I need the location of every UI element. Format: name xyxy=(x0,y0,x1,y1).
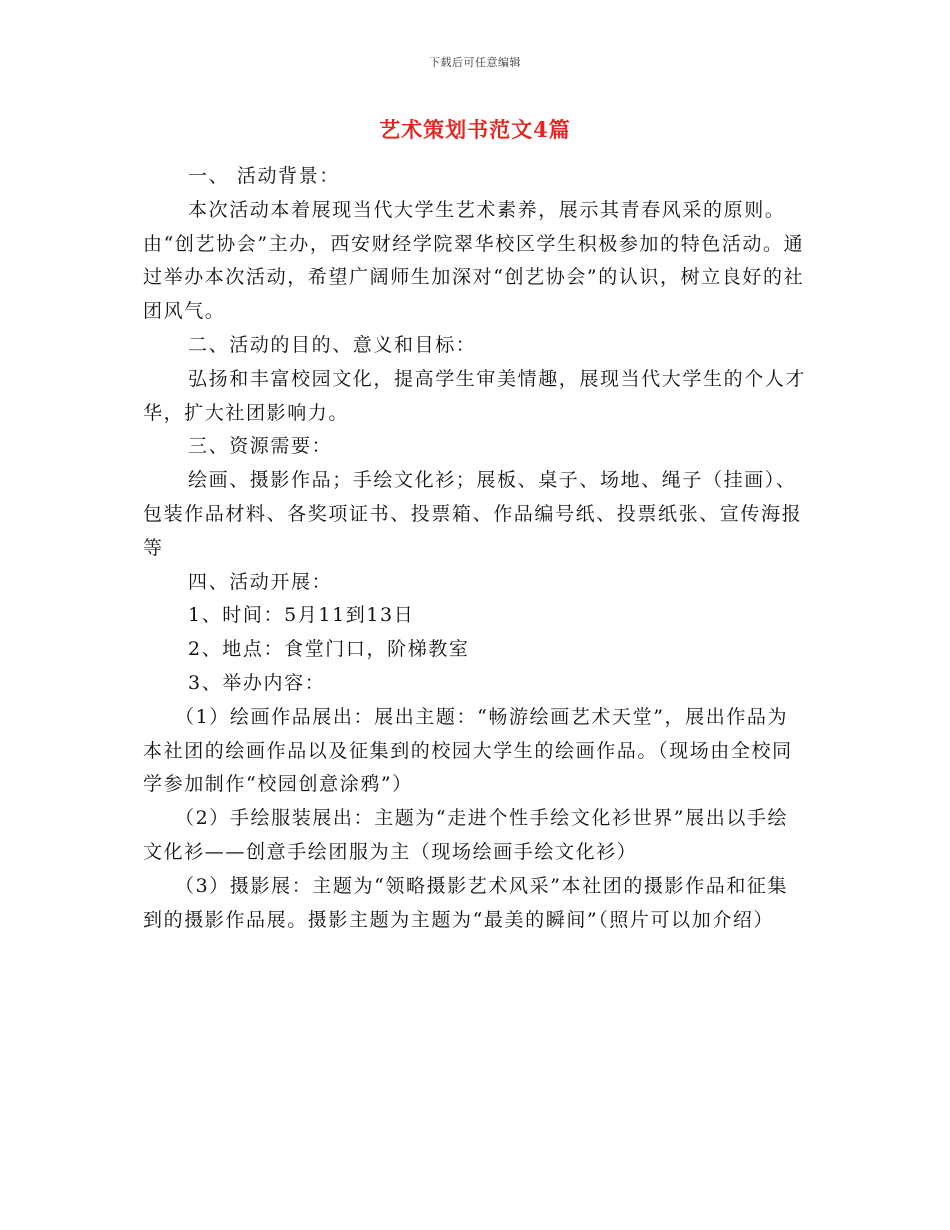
section-heading-activity: 四、活动开展： xyxy=(188,570,333,593)
content-item-clothing: （2）手绘服装展出：主题为“走进个性手绘文化衫世界”展出以手绘文化衫——创意手绘团服为主（现场绘画手绘文化衫） xyxy=(143,807,789,863)
document-title: 艺术策划书范文4篇 xyxy=(379,117,571,142)
section-heading-purpose: 二、活动的目的、意义和目标： xyxy=(188,333,477,356)
section-heading-resources: 三、资源需要： xyxy=(188,435,333,458)
document-body xyxy=(143,160,807,937)
activity-time: 1、时间：5月11到13日 xyxy=(188,604,415,627)
paragraph-purpose: 弘扬和丰富校园文化，提高学生审美情趣，展现当代大学生的个人才华，扩大社团影响力。 xyxy=(143,367,807,424)
header-note: 下载后可任意编辑 xyxy=(429,56,521,69)
paragraph-resources: 绘画、摄影作品；手绘文化衫；展板、桌子、场地、绳子（挂画）、包装作品材料、各奖项证书、投票箱、作品编号纸、投票纸张、宣传海报等 xyxy=(143,469,803,559)
section-heading-background: 一、 活动背景： xyxy=(188,165,340,187)
content-item-photography: （3）摄影展：主题为“领略摄影艺术风采”本社团的摄影作品和征集到的摄影作品展。摄影主题为主题为“最美的瞬间”（照片可以加介绍） xyxy=(143,874,789,931)
activity-location: 2、地点：食堂门口，阶梯教室 xyxy=(188,638,470,661)
content-item-painting: （1）绘画作品展出：展出主题：“畅游绘画艺术天堂”，展出作品为本社团的绘画作品以及征集到的校园大学生的绘画作品。（现场由全校同学参加制作“校园创意涂鸦”） xyxy=(143,705,793,796)
activity-content-heading: 3、举办内容： xyxy=(188,671,326,694)
paragraph-background: 本次活动本着展现当代大学生艺术素养，展示其青春风采的原则。由“创艺协会”主办，西安财经学院翠华校区学生积极参加的特色活动。通过举办本次活动，希望广阔师生加深对“创艺协会”的认识，树立良好的社团风气。 xyxy=(143,198,805,323)
